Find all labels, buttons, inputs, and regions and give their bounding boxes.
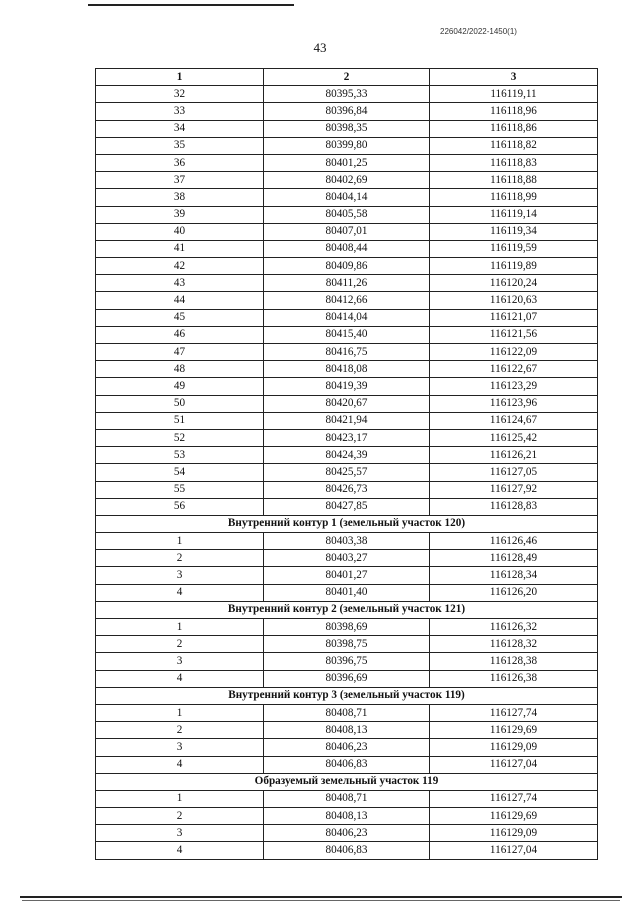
y-coordinate-cell: 116126,38: [430, 670, 598, 687]
point-number-cell: 1: [96, 790, 264, 807]
point-number-cell: 51: [96, 412, 264, 429]
x-coordinate-cell: 80418,08: [264, 361, 430, 378]
table-row: [96, 704, 598, 721]
y-coordinate-cell: 116127,74: [430, 790, 598, 807]
y-coordinate-cell: 116128,49: [430, 550, 598, 567]
point-number-cell: 3: [96, 739, 264, 756]
y-coordinate-cell: 116118,86: [430, 120, 598, 137]
y-coordinate-cell: 116120,24: [430, 275, 598, 292]
y-coordinate-cell: 116119,11: [430, 86, 598, 103]
table-row: [96, 825, 598, 842]
point-number-cell: 1: [96, 619, 264, 636]
point-number-cell: 35: [96, 137, 264, 154]
x-coordinate-cell: 80401,27: [264, 567, 430, 584]
point-number-cell: 4: [96, 584, 264, 601]
section-title: Образуемый земельный участок 119: [96, 773, 598, 790]
y-coordinate-cell: 116118,83: [430, 154, 598, 171]
x-coordinate-cell: 80427,85: [264, 498, 430, 515]
point-number-cell: 44: [96, 292, 264, 309]
column-header: 2: [264, 69, 430, 86]
y-coordinate-cell: 116129,09: [430, 739, 598, 756]
x-coordinate-cell: 80409,86: [264, 258, 430, 275]
x-coordinate-cell: 80412,66: [264, 292, 430, 309]
column-header: 3: [430, 69, 598, 86]
x-coordinate-cell: 80421,94: [264, 412, 430, 429]
point-number-cell: 38: [96, 189, 264, 206]
table-row: [96, 429, 598, 446]
y-coordinate-cell: 116118,99: [430, 189, 598, 206]
x-coordinate-cell: 80423,17: [264, 429, 430, 446]
table-row: [96, 361, 598, 378]
x-coordinate-cell: 80406,83: [264, 756, 430, 773]
x-coordinate-cell: 80403,27: [264, 550, 430, 567]
point-number-cell: 36: [96, 154, 264, 171]
point-number-cell: 45: [96, 309, 264, 326]
x-coordinate-cell: 80398,69: [264, 619, 430, 636]
point-number-cell: 43: [96, 275, 264, 292]
y-coordinate-cell: 116119,34: [430, 223, 598, 240]
x-coordinate-cell: 80406,23: [264, 825, 430, 842]
point-number-cell: 55: [96, 481, 264, 498]
table-row: [96, 636, 598, 653]
point-number-cell: 1: [96, 533, 264, 550]
table-row: [96, 739, 598, 756]
table-row: [96, 464, 598, 481]
x-coordinate-cell: 80404,14: [264, 189, 430, 206]
x-coordinate-cell: 80398,35: [264, 120, 430, 137]
point-number-cell: 2: [96, 550, 264, 567]
table-row: [96, 223, 598, 240]
y-coordinate-cell: 116118,96: [430, 103, 598, 120]
point-number-cell: 3: [96, 825, 264, 842]
y-coordinate-cell: 116129,09: [430, 825, 598, 842]
point-number-cell: 50: [96, 395, 264, 412]
y-coordinate-cell: 116118,88: [430, 172, 598, 189]
point-number-cell: 39: [96, 206, 264, 223]
x-coordinate-cell: 80415,40: [264, 326, 430, 343]
y-coordinate-cell: 116129,69: [430, 722, 598, 739]
y-coordinate-cell: 116126,32: [430, 619, 598, 636]
section-header-row: [96, 687, 598, 704]
y-coordinate-cell: 116127,74: [430, 704, 598, 721]
table-row: [96, 447, 598, 464]
x-coordinate-cell: 80426,73: [264, 481, 430, 498]
y-coordinate-cell: 116124,67: [430, 412, 598, 429]
x-coordinate-cell: 80401,40: [264, 584, 430, 601]
table-row: [96, 344, 598, 361]
table-row: [96, 86, 598, 103]
y-coordinate-cell: 116122,67: [430, 361, 598, 378]
section-header-row: [96, 601, 598, 618]
x-coordinate-cell: 80425,57: [264, 464, 430, 481]
x-coordinate-cell: 80396,84: [264, 103, 430, 120]
y-coordinate-cell: 116126,46: [430, 533, 598, 550]
y-coordinate-cell: 116128,83: [430, 498, 598, 515]
y-coordinate-cell: 116127,04: [430, 842, 598, 859]
y-coordinate-cell: 116118,82: [430, 137, 598, 154]
table-row: [96, 258, 598, 275]
table-header-row: [96, 69, 598, 86]
point-number-cell: 2: [96, 636, 264, 653]
y-coordinate-cell: 116127,92: [430, 481, 598, 498]
x-coordinate-cell: 80407,01: [264, 223, 430, 240]
point-number-cell: 48: [96, 361, 264, 378]
point-number-cell: 46: [96, 326, 264, 343]
x-coordinate-cell: 80408,71: [264, 704, 430, 721]
table-row: [96, 172, 598, 189]
table-row: [96, 154, 598, 171]
table-row: [96, 481, 598, 498]
document-id: 226042/2022-1450(1): [440, 27, 517, 36]
table-row: [96, 326, 598, 343]
y-coordinate-cell: 116119,14: [430, 206, 598, 223]
point-number-cell: 33: [96, 103, 264, 120]
x-coordinate-cell: 80396,75: [264, 653, 430, 670]
top-rule: [88, 4, 294, 6]
page-number: 43: [313, 40, 327, 55]
table-row: [96, 378, 598, 395]
x-coordinate-cell: 80398,75: [264, 636, 430, 653]
x-coordinate-cell: 80402,69: [264, 172, 430, 189]
table-row: [96, 412, 598, 429]
table-body: [96, 86, 598, 859]
y-coordinate-cell: 116127,05: [430, 464, 598, 481]
x-coordinate-cell: 80395,33: [264, 86, 430, 103]
point-number-cell: 34: [96, 120, 264, 137]
table-row: [96, 395, 598, 412]
x-coordinate-cell: 80399,80: [264, 137, 430, 154]
point-number-cell: 3: [96, 653, 264, 670]
point-number-cell: 2: [96, 808, 264, 825]
x-coordinate-cell: 80405,58: [264, 206, 430, 223]
y-coordinate-cell: 116129,69: [430, 808, 598, 825]
x-coordinate-cell: 80419,39: [264, 378, 430, 395]
table-row: [96, 619, 598, 636]
y-coordinate-cell: 116123,29: [430, 378, 598, 395]
point-number-cell: 54: [96, 464, 264, 481]
point-number-cell: 4: [96, 756, 264, 773]
table-row: [96, 120, 598, 137]
table-row: [96, 533, 598, 550]
bottom-rule: [20, 896, 622, 898]
y-coordinate-cell: 116123,96: [430, 395, 598, 412]
x-coordinate-cell: 80408,13: [264, 808, 430, 825]
section-title: Внутренний контур 1 (земельный участок 120): [96, 515, 598, 532]
x-coordinate-cell: 80401,25: [264, 154, 430, 171]
table-row: [96, 240, 598, 257]
table-row: [96, 103, 598, 120]
x-coordinate-cell: 80408,13: [264, 722, 430, 739]
y-coordinate-cell: 116120,63: [430, 292, 598, 309]
bottom-rule-thin: [22, 900, 620, 901]
y-coordinate-cell: 116125,42: [430, 429, 598, 446]
section-title: Внутренний контур 3 (земельный участок 119): [96, 687, 598, 704]
y-coordinate-cell: 116127,04: [430, 756, 598, 773]
point-number-cell: 47: [96, 344, 264, 361]
table-row: [96, 309, 598, 326]
table-row: [96, 584, 598, 601]
x-coordinate-cell: 80411,26: [264, 275, 430, 292]
x-coordinate-cell: 80414,04: [264, 309, 430, 326]
table-row: [96, 206, 598, 223]
column-header: 1: [96, 69, 264, 86]
table-row: [96, 275, 598, 292]
point-number-cell: 40: [96, 223, 264, 240]
point-number-cell: 2: [96, 722, 264, 739]
table-row: [96, 790, 598, 807]
table-row: [96, 137, 598, 154]
y-coordinate-cell: 116122,09: [430, 344, 598, 361]
section-header-row: [96, 515, 598, 532]
point-number-cell: 52: [96, 429, 264, 446]
table-row: [96, 653, 598, 670]
y-coordinate-cell: 116126,21: [430, 447, 598, 464]
y-coordinate-cell: 116121,07: [430, 309, 598, 326]
x-coordinate-cell: 80406,83: [264, 842, 430, 859]
y-coordinate-cell: 116128,34: [430, 567, 598, 584]
x-coordinate-cell: 80408,71: [264, 790, 430, 807]
point-number-cell: 49: [96, 378, 264, 395]
y-coordinate-cell: 116128,38: [430, 653, 598, 670]
x-coordinate-cell: 80406,23: [264, 739, 430, 756]
table-row: [96, 756, 598, 773]
table-row: [96, 567, 598, 584]
y-coordinate-cell: 116126,20: [430, 584, 598, 601]
section-title: Внутренний контур 2 (земельный участок 121): [96, 601, 598, 618]
table-row: [96, 808, 598, 825]
point-number-cell: 3: [96, 567, 264, 584]
point-number-cell: 1: [96, 704, 264, 721]
x-coordinate-cell: 80408,44: [264, 240, 430, 257]
point-number-cell: 32: [96, 86, 264, 103]
table-row: [96, 189, 598, 206]
point-number-cell: 4: [96, 842, 264, 859]
x-coordinate-cell: 80396,69: [264, 670, 430, 687]
table-row: [96, 722, 598, 739]
x-coordinate-cell: 80403,38: [264, 533, 430, 550]
y-coordinate-cell: 116119,89: [430, 258, 598, 275]
x-coordinate-cell: 80420,67: [264, 395, 430, 412]
table-row: [96, 670, 598, 687]
point-number-cell: 42: [96, 258, 264, 275]
point-number-cell: 4: [96, 670, 264, 687]
point-number-cell: 37: [96, 172, 264, 189]
y-coordinate-cell: 116119,59: [430, 240, 598, 257]
table-row: [96, 498, 598, 515]
point-number-cell: 41: [96, 240, 264, 257]
point-number-cell: 56: [96, 498, 264, 515]
table-row: [96, 292, 598, 309]
y-coordinate-cell: 116128,32: [430, 636, 598, 653]
table-row: [96, 842, 598, 859]
x-coordinate-cell: 80424,39: [264, 447, 430, 464]
section-header-row: [96, 773, 598, 790]
x-coordinate-cell: 80416,75: [264, 344, 430, 361]
point-number-cell: 53: [96, 447, 264, 464]
table-row: [96, 550, 598, 567]
y-coordinate-cell: 116121,56: [430, 326, 598, 343]
coordinates-table: [95, 68, 598, 860]
